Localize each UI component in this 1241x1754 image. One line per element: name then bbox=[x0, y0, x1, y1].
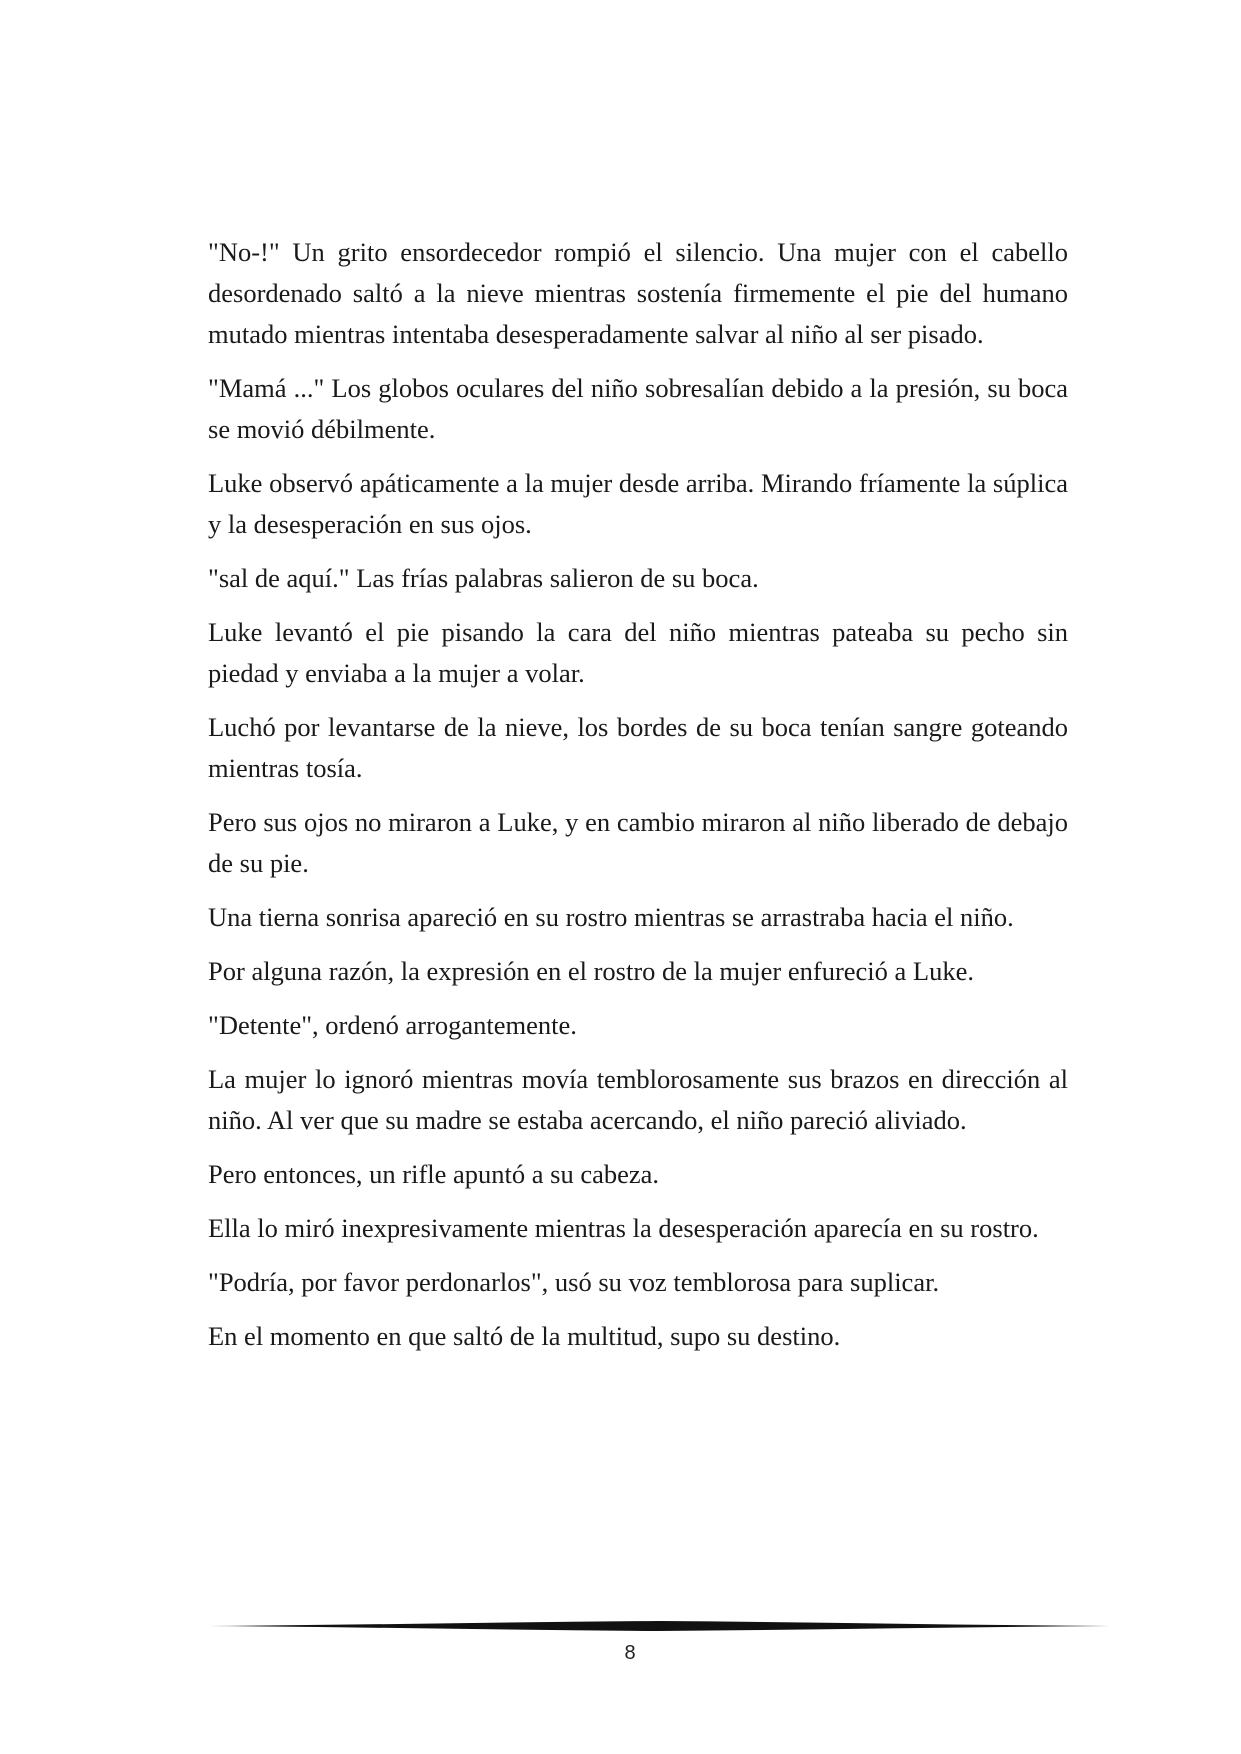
body-text bbox=[208, 232, 1068, 1370]
paragraph: Pero sus ojos no miraron a Luke, y en cambio miraron al niño liberado de debajo de su pie. bbox=[208, 807, 1068, 878]
paragraph: "No-!" Un grito ensordecedor rompió el silencio. Una mujer con el cabello desordenado saltó a la nieve mientras sostenía firmemente el pie del humano mutado mientras intentaba desesperadamente salvar al niño al ser pisado. bbox=[208, 237, 1068, 349]
paragraph: La mujer lo ignoró mientras movía temblorosamente sus brazos en dirección al niño. Al ver que su madre se estaba acercando, el niño pareció aliviado. bbox=[208, 1064, 1068, 1135]
paragraph: Por alguna razón, la expresión en el rostro de la mujer enfureció a Luke. bbox=[208, 956, 974, 986]
paragraph: Una tierna sonrisa apareció en su rostro mientras se arrastraba hacia el niño. bbox=[208, 902, 1014, 932]
paragraph: Pero entonces, un rifle apuntó a su cabeza. bbox=[208, 1159, 660, 1189]
paragraph: "Detente", ordenó arrogantemente. bbox=[208, 1010, 577, 1040]
paragraph: En el momento en que saltó de la multitud, supo su destino. bbox=[208, 1321, 841, 1351]
paragraph: Ella lo miró inexpresivamente mientras la desesperación aparecía en su rostro. bbox=[208, 1213, 1039, 1243]
paragraph: Luchó por levantarse de la nieve, los bordes de su boca tenían sangre goteando mientras tosía. bbox=[208, 712, 1068, 783]
page-number: 8 bbox=[624, 1642, 636, 1664]
paragraph: Luke levantó el pie pisando la cara del niño mientras pateaba su pecho sin piedad y enviaba a la mujer a volar. bbox=[208, 617, 1068, 688]
footer-divider bbox=[208, 1618, 1110, 1634]
paragraph: "Mamá ..." Los globos oculares del niño sobresalían debido a la presión, su boca se movió débilmente. bbox=[208, 373, 1068, 444]
paragraph: "sal de aquí." Las frías palabras salieron de su boca. bbox=[208, 563, 759, 593]
paragraph: "Podría, por favor perdonarlos", usó su voz temblorosa para suplicar. bbox=[208, 1267, 940, 1297]
paragraph: Luke observó apáticamente a la mujer desde arriba. Mirando fríamente la súplica y la desesperación en sus ojos. bbox=[208, 468, 1068, 539]
